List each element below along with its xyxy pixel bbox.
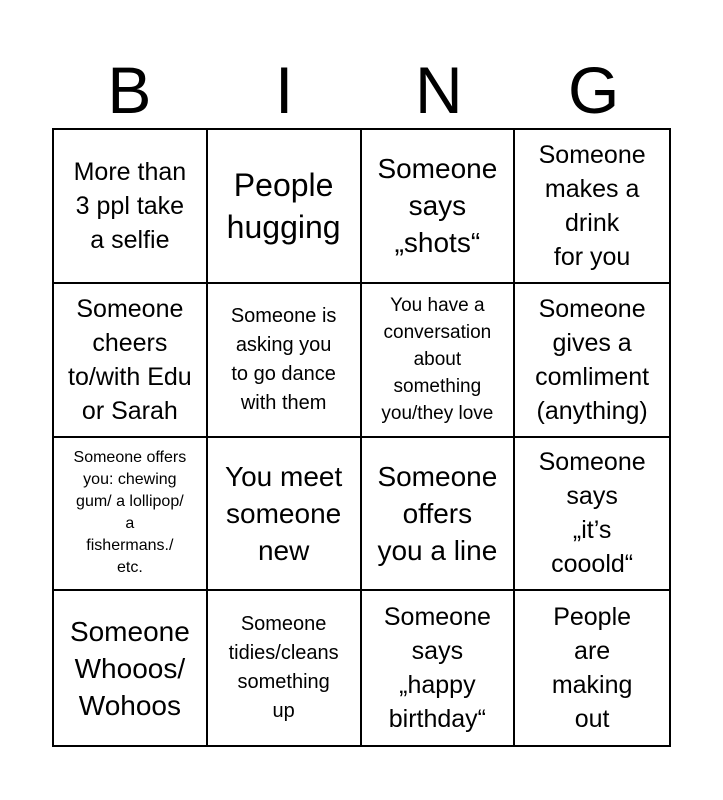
bingo-cell-r1c1[interactable]: More than 3 ppl take a selfie [54,130,208,284]
bingo-cell-r2c4[interactable]: Someone gives a comliment (anything) [515,284,669,438]
bingo-header [52,52,671,128]
bingo-cell-r4c1[interactable]: Someone Whooos/ Wohoos [54,591,208,745]
bingo-cell-r3c2[interactable]: You meet someone new [208,438,362,592]
bingo-cell-r3c1[interactable]: Someone offers you: chewing gum/ a lollipop/ a fishermans./ etc. [54,438,208,592]
bingo-cell-r4c3[interactable]: Someone says „happy birthday“ [362,591,516,745]
header-letter-i: I [274,53,294,127]
bingo-cell-r4c4[interactable]: People are making out [551,603,633,734]
bingo-cell-r1c3[interactable]: Someone says „shots“ [362,130,516,284]
bingo-cell-r3c3[interactable]: Someone offers you a line [362,438,516,592]
header-letter-g: G [567,53,620,127]
bingo-board [52,128,671,747]
bingo-cell-r4c2[interactable]: Someone tidies/cleans something up [208,591,362,745]
header-letter-b: B [107,53,152,127]
header-letter-n: N [415,53,463,127]
bingo-cell-r2c1[interactable]: Someone cheers to/with Edu or Sarah [54,284,208,438]
bingo-cell-r1c2[interactable]: People hugging [208,130,362,284]
bingo-cell-r2c3[interactable]: You have a conversation about something you/they love [362,284,516,438]
bingo-cell-r3c4[interactable]: Someone says „it’s cooold“ [515,438,669,592]
bingo-cell-r2c2[interactable]: Someone is asking you to go dance with them [208,284,362,438]
bingo-cell-r1c4[interactable]: Someone makes a drink for you [515,130,669,284]
